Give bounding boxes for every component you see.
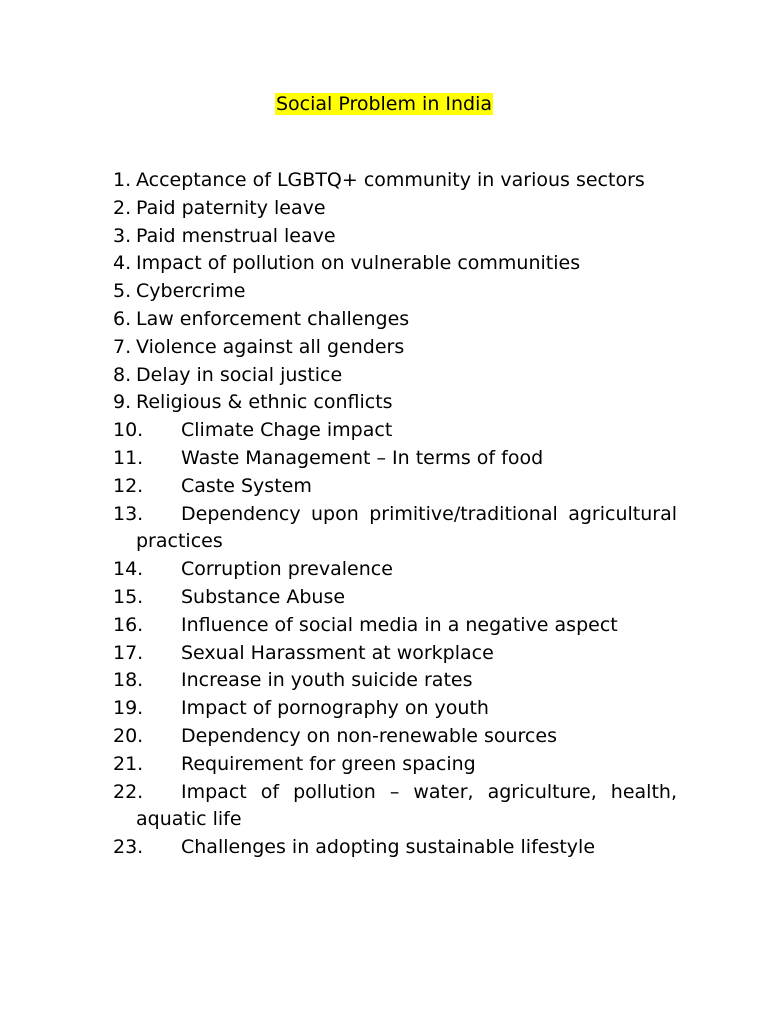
- list-text: Dependency upon primitive/traditional agricultural practices: [136, 502, 677, 553]
- list-item: [113, 306, 677, 334]
- list-item: [113, 723, 677, 751]
- list-item: [113, 640, 677, 668]
- list-text: Waste Management – In terms of food: [181, 446, 544, 469]
- list-item: [113, 334, 677, 362]
- list-text: Sexual Harassment at workplace: [181, 641, 494, 664]
- list-number: 3.: [113, 224, 132, 247]
- list-item: [113, 473, 677, 501]
- list-item: [113, 751, 677, 779]
- list-text: Impact of pollution – water, agriculture, health, aquatic life: [136, 780, 677, 831]
- list-text: Caste System: [181, 474, 312, 497]
- list-number: 20.: [113, 724, 144, 747]
- list-text: Paid menstrual leave: [136, 224, 336, 247]
- list-text: Influence of social media in a negative aspect: [181, 613, 618, 636]
- list-item: [113, 250, 677, 278]
- list-number: 5.: [113, 280, 132, 303]
- list-text: Impact of pornography on youth: [181, 697, 489, 720]
- title-container: [0, 91, 768, 118]
- list-item: [113, 278, 677, 306]
- list-number: 8.: [113, 363, 132, 386]
- list-text: Cybercrime: [136, 280, 246, 303]
- list-text: Substance Abuse: [181, 585, 346, 608]
- list-item: [113, 695, 677, 723]
- list-number: 9.: [113, 391, 132, 414]
- list-text: Law enforcement challenges: [136, 307, 410, 330]
- list-item: [113, 417, 677, 445]
- list-number: 21.: [113, 752, 144, 775]
- list-item: [113, 834, 677, 862]
- list-text: Climate Chage impact: [181, 419, 393, 442]
- list-number: 11.: [113, 446, 144, 469]
- list-item: [113, 195, 677, 223]
- list-text: Acceptance of LGBTQ+ community in various sectors: [136, 169, 645, 191]
- list-text: Increase in youth suicide rates: [181, 669, 473, 692]
- list-number: 23.: [113, 836, 144, 859]
- list-number: 12.: [113, 474, 144, 497]
- list-item: [113, 389, 677, 417]
- list-number: 4.: [113, 252, 132, 275]
- list-text: Requirement for green spacing: [181, 752, 476, 775]
- list-item: [113, 556, 677, 584]
- list-number: 10.: [113, 419, 144, 442]
- list-number: 19.: [113, 697, 144, 720]
- list-number: 16.: [113, 613, 144, 636]
- list-text: Dependency on non-renewable sources: [181, 724, 557, 747]
- list-number: 17.: [113, 641, 144, 664]
- list-number: 13.: [113, 502, 144, 525]
- list-text: Violence against all genders: [136, 335, 405, 358]
- list-number: 14.: [113, 558, 144, 581]
- list-item: [113, 779, 677, 835]
- list-text: Impact of pollution on vulnerable communities: [136, 252, 581, 275]
- list-number: 15.: [113, 585, 144, 608]
- list-number: 18.: [113, 669, 144, 692]
- list-item: [113, 667, 677, 695]
- list-number: 22.: [113, 780, 144, 803]
- list-text: Challenges in adopting sustainable lifestyle: [181, 836, 596, 859]
- list-number: 2.: [113, 196, 132, 219]
- list-text: Corruption prevalence: [181, 558, 393, 581]
- list-number: 7.: [113, 335, 132, 358]
- list-item: [113, 584, 677, 612]
- list-text: Delay in social justice: [136, 363, 343, 386]
- problem-list: [113, 167, 677, 862]
- list-number: 1.: [113, 169, 132, 191]
- list-text: Paid paternity leave: [136, 196, 326, 219]
- list-item: [113, 167, 677, 195]
- list-item: [113, 362, 677, 390]
- list-text: Religious & ethnic conflicts: [136, 391, 393, 414]
- page-title: Social Problem in India: [275, 93, 493, 115]
- list-item: [113, 612, 677, 640]
- list-item: [113, 223, 677, 251]
- list-item: [113, 501, 677, 557]
- list-number: 6.: [113, 307, 132, 330]
- list-item: [113, 445, 677, 473]
